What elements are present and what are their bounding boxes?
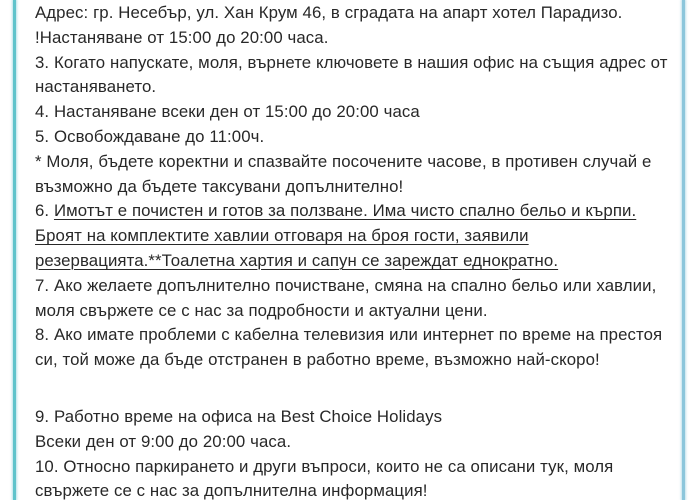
text-line — [35, 125, 675, 150]
plain-text: настаняването. — [35, 77, 157, 97]
text-line — [35, 1, 675, 26]
underlined-text: Броят на комплектите хавлии отговаря на броя гости, заявили — [35, 226, 529, 246]
text-line — [35, 348, 675, 373]
page-border-left — [13, 0, 16, 500]
plain-text: 7. Ако желаете допълнително почистване, смяна на спално бельо или хавлии, — [35, 275, 657, 295]
underlined-text: резервацията.**Тоалетна хартия и сапун се зареждат еднократно. — [35, 250, 559, 270]
text-line — [35, 100, 675, 125]
text-line — [35, 299, 675, 324]
plain-text: 8. Ако имате проблеми с кабелна телевизия или интернет по време на престоя — [35, 325, 663, 345]
plain-text: Всеки ден от 9:00 до 20:00 часа. — [35, 431, 292, 451]
text-line — [35, 51, 675, 76]
plain-text: свържете се с нас за допълнителна информация! — [35, 481, 428, 500]
plain-text: 10. Относно паркирането и други въпроси, които не са описани тук, моля — [35, 456, 614, 476]
text-line — [35, 455, 675, 480]
text-line — [35, 26, 675, 51]
text-line — [35, 75, 675, 100]
underlined-text: Имотът е почистен и готов за ползване. Има чисто спално бельо и кърпи. — [53, 201, 637, 221]
text-line — [35, 274, 675, 299]
plain-text: Адрес: гр. Несебър, ул. Хан Крум 46, в сградата на апарт хотел Парадизо. — [35, 3, 623, 22]
plain-text: !Настаняване от 15:00 до 20:00 часа. — [35, 27, 329, 47]
blank-line — [35, 373, 675, 405]
text-line — [35, 249, 675, 274]
text-line — [35, 224, 675, 249]
text-line — [35, 150, 675, 175]
text-line — [35, 175, 675, 200]
text-line — [35, 430, 675, 455]
plain-text: 4. Настаняване всеки ден от 15:00 до 20:00 часа — [35, 102, 420, 122]
text-line — [35, 479, 675, 500]
plain-text: си, той може да бъде отстранен в работно време, възможно най-скоро! — [35, 350, 600, 370]
text-line — [35, 199, 675, 224]
text-line — [35, 405, 675, 430]
plain-text: възможно да бъдете таксувани допълнително! — [35, 176, 404, 196]
plain-text: * Моля, бъдете коректни и спазвайте посочените часове, в противен случай е — [35, 151, 652, 171]
line-number-prefix: 6. — [35, 201, 54, 221]
plain-text: 5. Освобождаване до 11:00ч. — [35, 126, 265, 146]
plain-text: 9. Работно време на офиса на Best Choice Holidays — [35, 406, 443, 426]
plain-text: 3. Когато напускате, моля, върнете ключовете в нашия офис на същия адрес от — [35, 52, 668, 72]
text-line — [35, 323, 675, 348]
plain-text: моля свържете се с нас за подробности и актуални цени. — [35, 300, 488, 320]
document-body — [35, 1, 675, 500]
page-border-right — [682, 0, 685, 500]
